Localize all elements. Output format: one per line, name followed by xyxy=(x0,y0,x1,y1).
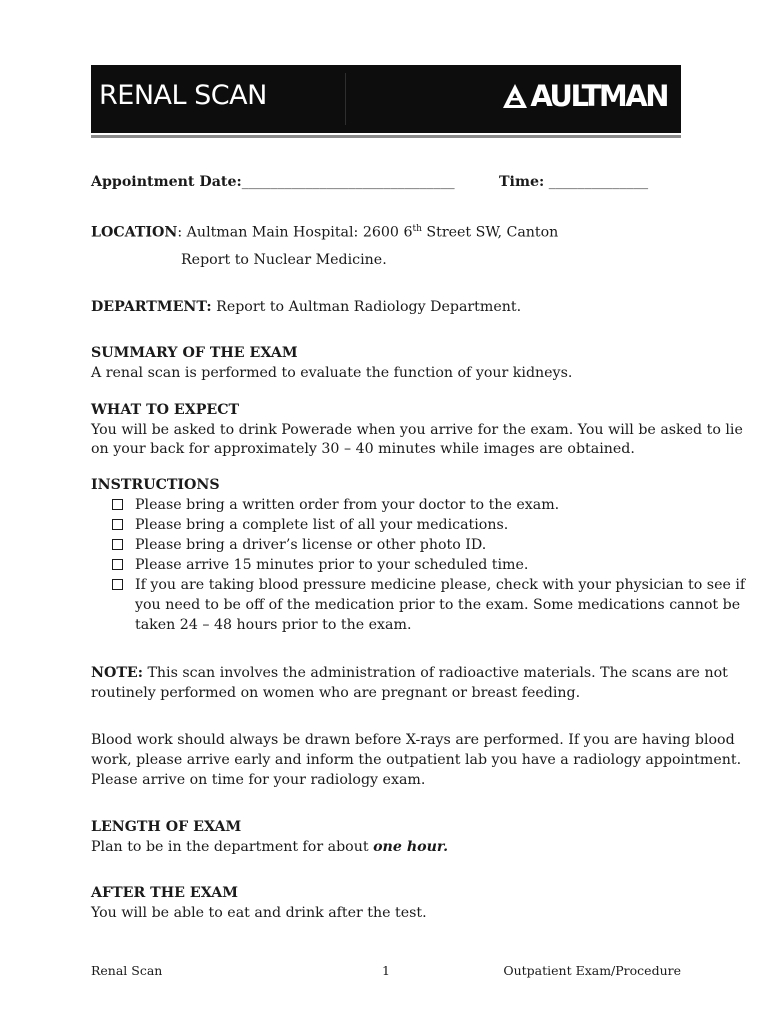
aultman-logo-icon xyxy=(502,83,528,109)
length-text-start: Plan to be in the department for about xyxy=(91,839,374,855)
checkbox-icon[interactable] xyxy=(112,579,123,590)
location-superscript: th xyxy=(412,224,422,234)
appointment-date-line xyxy=(91,172,455,192)
aultman-logo xyxy=(502,81,667,111)
checkbox-icon[interactable] xyxy=(112,519,123,530)
instruction-text: Please bring a complete list of all your medications. xyxy=(135,517,509,533)
after-text: You will be able to eat and drink after the test. xyxy=(91,905,427,921)
appointment-time-blank: ______________ xyxy=(548,174,649,190)
what-to-expect-line: You will be asked to drink Powerade when you arrive for the exam. You will be asked to lie xyxy=(91,422,743,438)
instruction-item xyxy=(112,495,745,515)
checkbox-icon[interactable] xyxy=(112,539,123,550)
department-line xyxy=(91,297,521,317)
note-text: This scan involves the administration of radioactive materials. The scans are not xyxy=(142,665,728,681)
checkbox-icon[interactable] xyxy=(112,559,123,570)
instruction-item xyxy=(112,555,745,575)
note-line xyxy=(91,663,728,683)
summary-heading: SUMMARY OF THE EXAM xyxy=(91,345,298,361)
header-divider xyxy=(345,73,346,125)
instructions-list xyxy=(112,495,745,635)
bloodwork-line: Blood work should always be drawn before X-rays are performed. If you are having blood xyxy=(91,732,735,748)
length-emphasis: one hour. xyxy=(373,839,449,855)
location-text: : Aultman Main Hospital: 2600 6 xyxy=(177,224,413,241)
location-label: LOCATION xyxy=(91,224,178,241)
bloodwork-line: Please arrive on time for your radiology exam. xyxy=(91,772,426,788)
location-text-end: Street SW, Canton xyxy=(421,224,559,241)
logo-wordmark: AULTMAN xyxy=(530,79,667,113)
location-report: Report to Nuclear Medicine. xyxy=(181,252,387,268)
instruction-text: If you are taking blood pressure medicine please, check with your physician to see if xyxy=(135,577,746,593)
appointment-time-label: Time: xyxy=(499,174,545,190)
department-text: Report to Aultman Radiology Department. xyxy=(211,299,522,315)
instruction-continuation: taken 24 – 48 hours prior to the exam. xyxy=(135,617,412,633)
after-heading: AFTER THE EXAM xyxy=(91,885,238,901)
location-line xyxy=(91,219,558,243)
header-underline xyxy=(91,135,681,138)
appointment-date-blank: ______________________________ xyxy=(241,174,455,190)
department-label: DEPARTMENT: xyxy=(91,299,212,315)
appointment-date-label: Appointment Date: xyxy=(91,174,242,190)
instruction-item xyxy=(112,515,745,535)
instruction-text: Please bring a driver’s license or other photo ID. xyxy=(135,537,487,553)
instruction-continuation: you need to be off of the medication prior to the exam. Some medications cannot be xyxy=(135,597,741,613)
note-label: NOTE: xyxy=(91,665,143,681)
length-text xyxy=(91,837,448,857)
note-line: routinely performed on women who are pregnant or breast feeding. xyxy=(91,685,581,701)
document-title: RENAL SCAN xyxy=(99,80,267,111)
page-number: 1 xyxy=(382,963,390,978)
instruction-text: Please bring a written order from your doctor to the exam. xyxy=(135,497,560,513)
what-to-expect-line: on your back for approximately 30 – 40 minutes while images are obtained. xyxy=(91,441,635,457)
appointment-time-line xyxy=(499,172,648,192)
bloodwork-line: work, please arrive early and inform the outpatient lab you have a radiology appointment. xyxy=(91,752,742,768)
what-to-expect-heading: WHAT TO EXPECT xyxy=(91,402,240,418)
instructions-heading: INSTRUCTIONS xyxy=(91,477,220,493)
header-bar xyxy=(91,65,681,133)
checkbox-icon[interactable] xyxy=(112,499,123,510)
footer-right: Outpatient Exam/Procedure xyxy=(503,963,681,978)
instruction-item xyxy=(112,535,745,555)
instruction-item xyxy=(112,575,745,595)
summary-text: A renal scan is performed to evaluate the function of your kidneys. xyxy=(91,365,573,381)
instruction-text: Please arrive 15 minutes prior to your scheduled time. xyxy=(135,557,529,573)
footer-left: Renal Scan xyxy=(91,963,163,978)
length-heading: LENGTH OF EXAM xyxy=(91,819,242,835)
